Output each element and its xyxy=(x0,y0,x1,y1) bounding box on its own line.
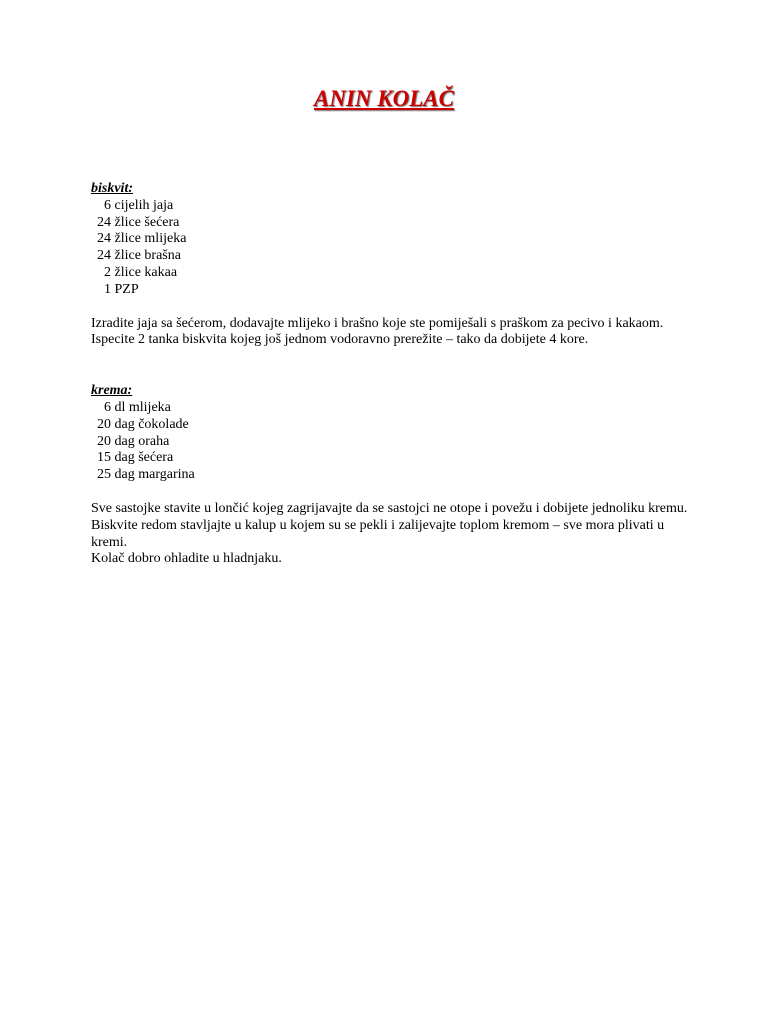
ingredient-line xyxy=(91,265,691,282)
ingredient-line xyxy=(91,417,691,434)
ingredient-line xyxy=(91,231,691,248)
ingredient-line xyxy=(91,282,691,299)
spacer xyxy=(91,484,691,501)
ingredient-item: žlice mlijeka xyxy=(114,231,187,247)
ingredient-qty: 20 xyxy=(97,433,111,449)
ingredient-line xyxy=(91,198,691,215)
recipe-title: ANIN KOLAČ xyxy=(314,86,454,111)
ingredient-line xyxy=(91,467,691,484)
biskvit-instructions: Izradite jaja sa šećerom, dodavajte mlijeko i brašno koje ste pomiješali s praškom za pecivo i kakaom. Ispecite 2 tanka biskvita kojeg još jednom vodoravno prerežite – tako da dobijete 4 kore. xyxy=(91,315,664,348)
ingredient-line xyxy=(91,215,691,232)
ingredient-item: žlice šećera xyxy=(114,214,180,230)
ingredient-qty: 25 xyxy=(97,467,111,483)
ingredient-item: žlice kakaa xyxy=(114,264,178,280)
biskvit-heading: biskvit: xyxy=(91,181,133,196)
ingredient-qty: 1 xyxy=(104,281,111,297)
ingredient-qty: 15 xyxy=(97,450,111,466)
ingredient-item: žlice brašna xyxy=(114,248,181,264)
ingredient-qty: 6 xyxy=(104,399,111,415)
ingredient-qty: 24 xyxy=(97,231,111,247)
ingredient-line xyxy=(91,400,691,417)
ingredient-qty: 20 xyxy=(97,416,111,432)
ingredient-qty: 2 xyxy=(104,264,111,280)
ingredient-item: dag margarina xyxy=(114,467,195,483)
spacer xyxy=(91,299,691,316)
ingredient-item: dag šećera xyxy=(114,450,174,466)
krema-instructions-3: Kolač dobro ohladite u hladnjaku. xyxy=(91,551,282,567)
spacer xyxy=(91,349,691,383)
ingredient-line xyxy=(91,248,691,265)
krema-instructions-2: Biskvite redom stavljajte u kalup u kojem su se pekli i zalijevajte toplom kremom – sve mora plivati u kremi. xyxy=(91,517,665,550)
ingredient-item: dag čokolade xyxy=(114,416,189,432)
ingredient-item: dag oraha xyxy=(114,433,170,449)
krema-heading: krema: xyxy=(91,383,133,399)
ingredient-item: dl mlijeka xyxy=(114,399,171,415)
krema-ingredient-list xyxy=(91,400,691,484)
ingredient-line xyxy=(91,434,691,451)
recipe-content xyxy=(91,181,691,568)
krema-instructions-1: Sve sastojke stavite u lončić kojeg zagrijavajte da se sastojci ne otope i povežu i dobijete jednoliku kremu. xyxy=(91,500,688,516)
ingredient-line xyxy=(91,450,691,467)
ingredient-item: PZP xyxy=(114,281,139,297)
ingredient-qty: 6 xyxy=(104,197,111,213)
ingredient-qty: 24 xyxy=(97,214,111,230)
biskvit-ingredient-list xyxy=(91,198,691,299)
ingredient-item: cijelih jaja xyxy=(114,197,174,213)
ingredient-qty: 24 xyxy=(97,248,111,264)
